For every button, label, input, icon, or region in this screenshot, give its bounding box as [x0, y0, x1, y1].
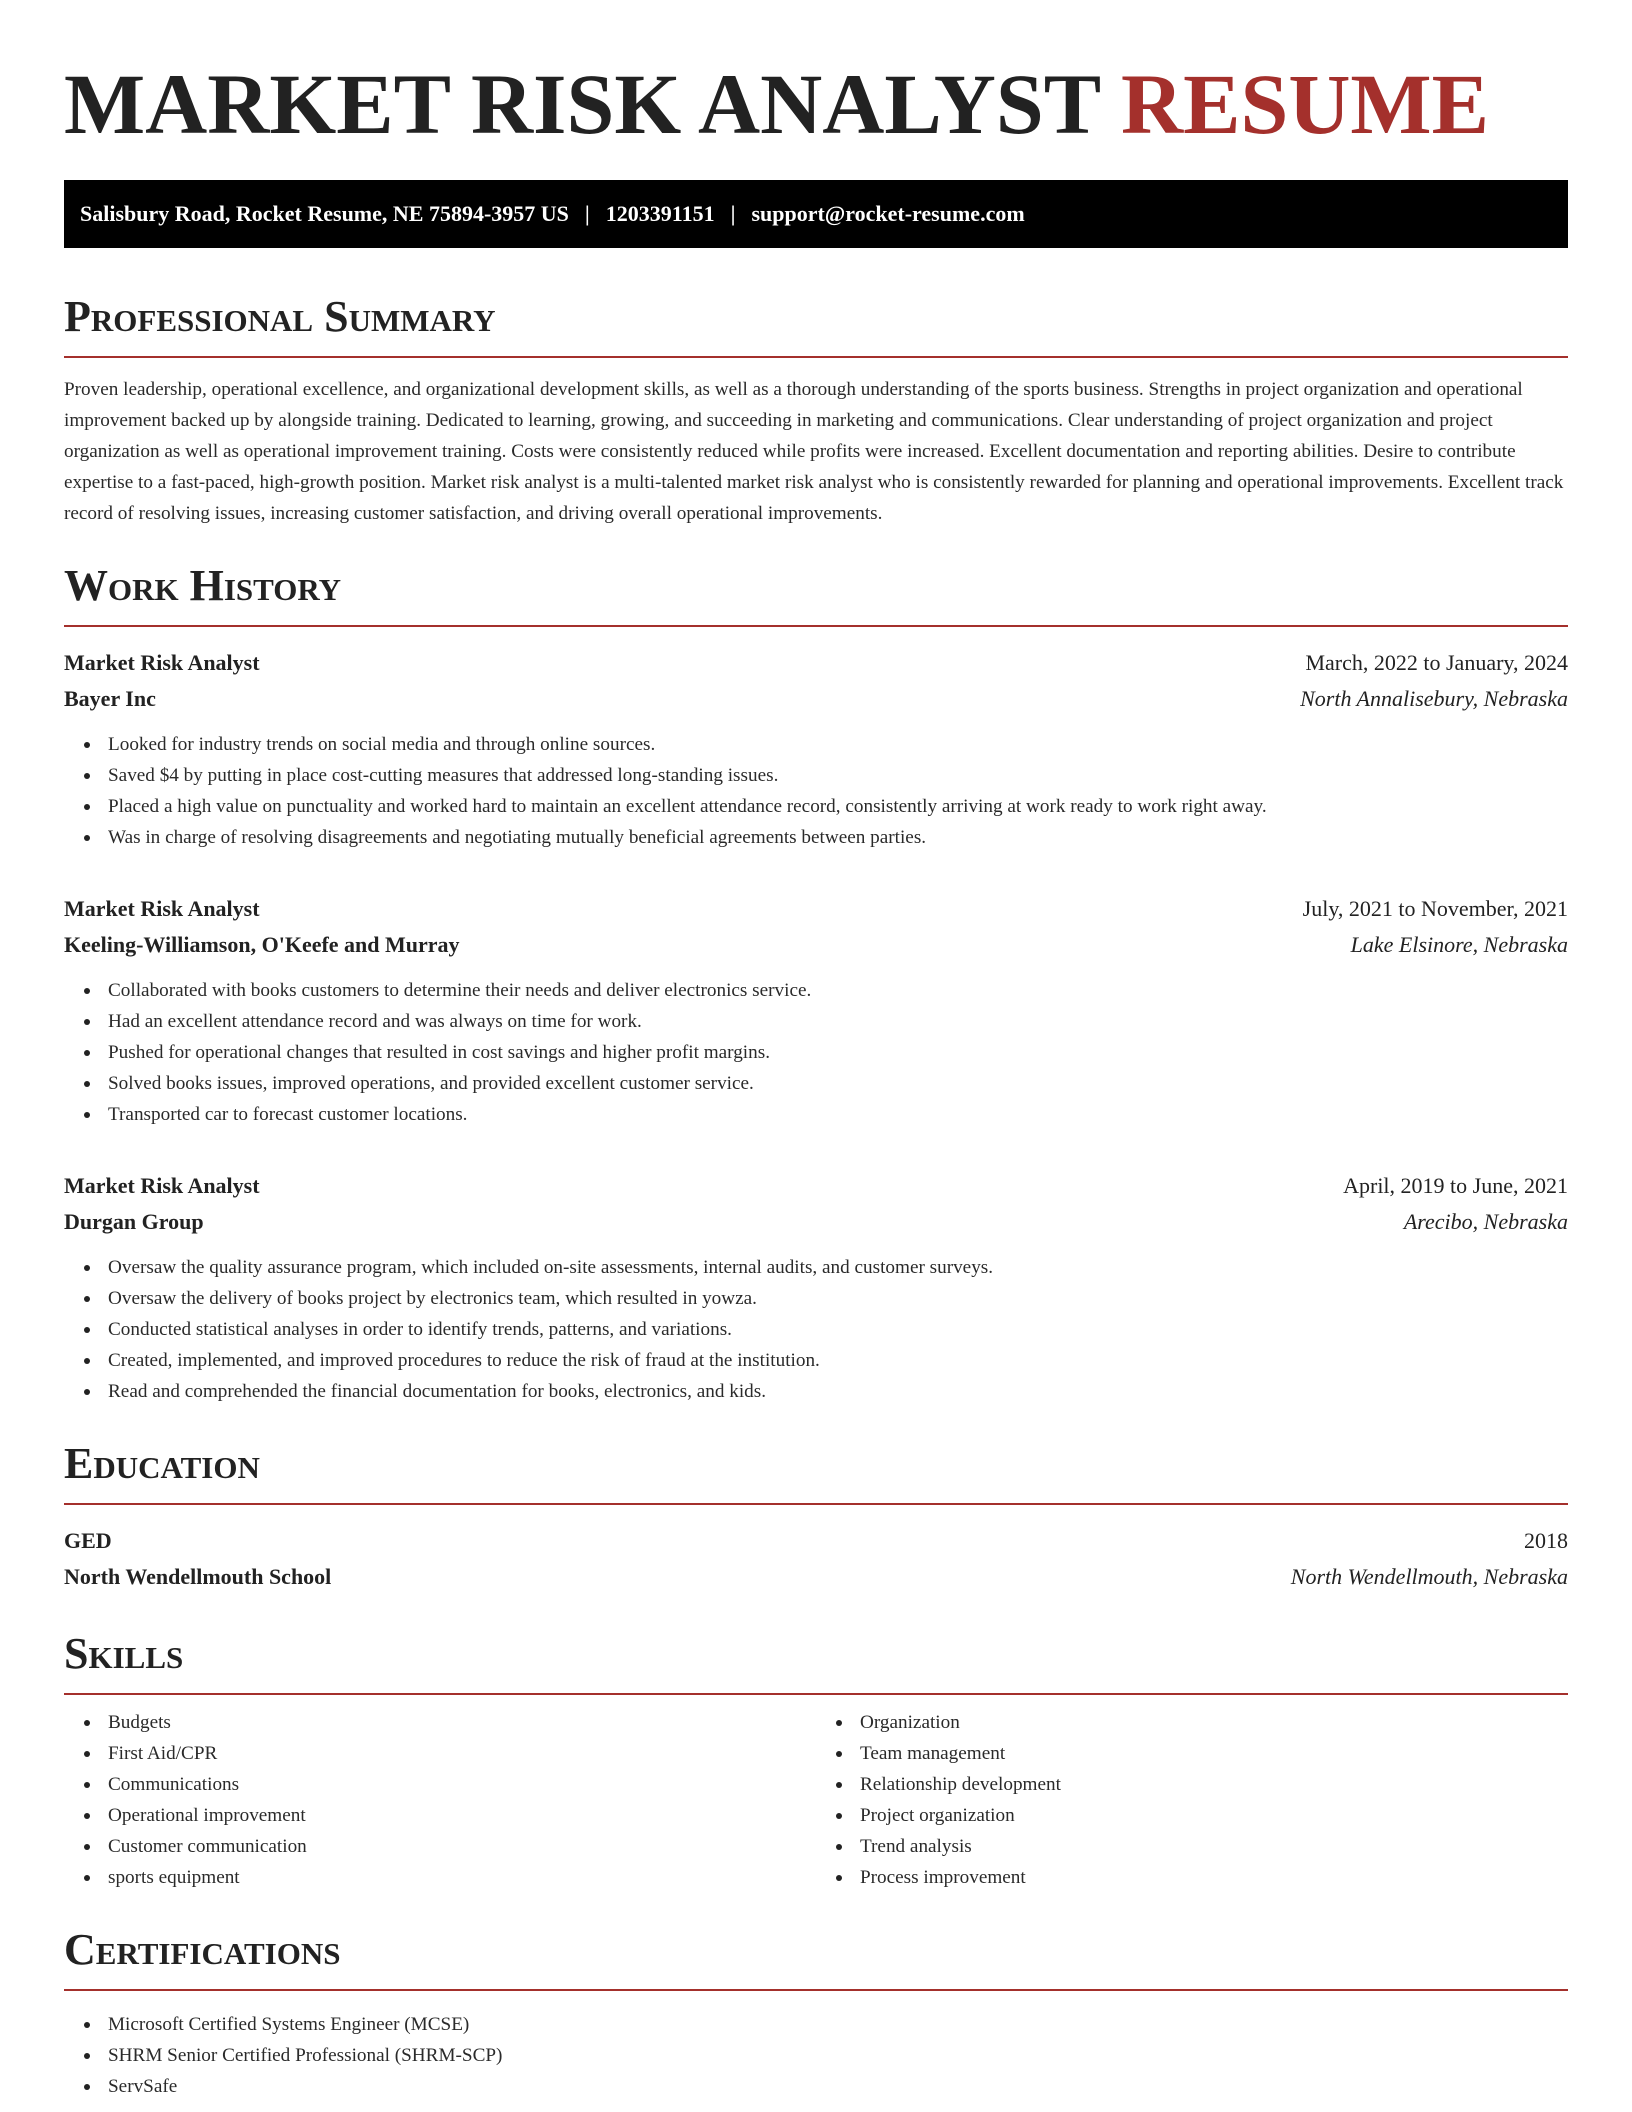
job-location: North Annalisebury, Nebraska	[1300, 686, 1568, 711]
job-bullet: Was in charge of resolving disagreements and negotiating mutually beneficial agreements between parties.	[108, 822, 1568, 853]
section-divider	[64, 356, 1568, 358]
summary-heading: Professional Summary	[64, 292, 496, 341]
contact-separator: |	[730, 201, 736, 226]
certification-item: Microsoft Certified Systems Engineer (MCSE)	[108, 2009, 1568, 2040]
job-location: Arecibo, Nebraska	[1403, 1209, 1568, 1234]
education-degree-row	[64, 1523, 1568, 1559]
job-title: Market Risk Analyst	[64, 1173, 260, 1198]
job-company: Durgan Group	[64, 1209, 204, 1234]
skill-item: Communications	[108, 1769, 816, 1800]
skills-column-left	[64, 1707, 816, 1893]
section-divider	[64, 1503, 1568, 1505]
skill-item: Project organization	[860, 1800, 1568, 1831]
job-title: Market Risk Analyst	[64, 650, 260, 675]
section-divider	[64, 625, 1568, 627]
skill-item: Process improvement	[860, 1862, 1568, 1893]
summary-text: Proven leadership, operational excellence, and organizational development skills, as well as a thorough understanding of the sports business. Strengths in project organization and operational improvement backed up by alongside training. Dedicated to learning, growing, and succeeding in marketing and communications. Clear understanding of project organization and project organization as well as operational improvement training. Costs were consistently reduced while profits were increased. Excellent documentation and reporting abilities. Desire to contribute expertise to a fast-paced, high-growth position. Market risk analyst is a multi-talented market risk analyst who is consistently rewarded for planning and operational improvements. Excellent track record of resolving issues, increasing customer satisfaction, and driving overall operational improvements.	[64, 379, 1564, 524]
job-bullet: Read and comprehended the financial documentation for books, electronics, and kids.	[108, 1376, 1568, 1407]
skill-item: Operational improvement	[108, 1800, 816, 1831]
skill-item: Organization	[860, 1707, 1568, 1738]
skills-grid	[64, 1701, 1568, 1893]
job-company-row	[64, 681, 1568, 717]
job-title: Market Risk Analyst	[64, 896, 260, 921]
job-bullet: Created, implemented, and improved procedures to reduce the risk of fraud at the institution.	[108, 1345, 1568, 1376]
certifications-heading: Certifications	[64, 1925, 341, 1974]
job-header-row	[64, 1168, 1568, 1204]
contact-bar	[64, 180, 1568, 248]
job-entry	[64, 1168, 1568, 1407]
skills-column-right	[816, 1707, 1568, 1893]
skill-item: Relationship development	[860, 1769, 1568, 1800]
resume-title	[64, 58, 1568, 150]
skills-heading: Skills	[64, 1629, 184, 1678]
job-entry	[64, 645, 1568, 853]
education-heading: Education	[64, 1439, 260, 1488]
skill-item: Team management	[860, 1738, 1568, 1769]
title-main: MARKET RISK ANALYST	[64, 56, 1100, 152]
contact-address: Salisbury Road, Rocket Resume, NE 75894-3957 US	[80, 201, 569, 226]
skill-item: First Aid/CPR	[108, 1738, 816, 1769]
contact-phone: 1203391151	[605, 201, 715, 226]
job-bullet: Collaborated with books customers to determine their needs and deliver electronics service.	[108, 975, 1568, 1006]
job-bullet: Had an excellent attendance record and was always on time for work.	[108, 1006, 1568, 1037]
job-bullet: Looked for industry trends on social media and through online sources.	[108, 729, 1568, 760]
job-dates: April, 2019 to June, 2021	[1343, 1173, 1568, 1198]
education-location: North Wendellmouth, Nebraska	[1290, 1564, 1568, 1589]
certifications-section	[64, 1925, 1568, 2102]
certification-item: SHRM Senior Certified Professional (SHRM-SCP)	[108, 2040, 1568, 2071]
job-bullet: Saved $4 by putting in place cost-cutting measures that addressed long-standing issues.	[108, 760, 1568, 791]
job-entry	[64, 891, 1568, 1130]
skill-item: Budgets	[108, 1707, 816, 1738]
job-header-row	[64, 645, 1568, 681]
job-bullet: Placed a high value on punctuality and worked hard to maintain an excellent attendance record, consistently arriving at work ready to work right away.	[108, 791, 1568, 822]
job-company: Bayer Inc	[64, 686, 156, 711]
education-degree: GED	[64, 1528, 112, 1553]
skill-item: Customer communication	[108, 1831, 816, 1862]
skill-item: Trend analysis	[860, 1831, 1568, 1862]
summary-section	[64, 292, 1568, 529]
job-company-row	[64, 1204, 1568, 1240]
job-dates: March, 2022 to January, 2024	[1305, 650, 1568, 675]
section-divider	[64, 1989, 1568, 1991]
contact-separator: |	[584, 201, 590, 226]
job-dates: July, 2021 to November, 2021	[1302, 896, 1568, 921]
job-bullet: Oversaw the delivery of books project by electronics team, which resulted in yowza.	[108, 1283, 1568, 1314]
job-bullets	[64, 975, 1568, 1130]
work-history-heading: Work History	[64, 561, 342, 610]
certification-item: ServSafe	[108, 2071, 1568, 2102]
job-bullet: Solved books issues, improved operations, and provided excellent customer service.	[108, 1068, 1568, 1099]
education-school: North Wendellmouth School	[64, 1564, 332, 1589]
certifications-list	[64, 2009, 1568, 2102]
job-bullet: Oversaw the quality assurance program, which included on-site assessments, internal audits, and customer surveys.	[108, 1252, 1568, 1283]
title-accent: RESUME	[1121, 56, 1489, 152]
section-divider	[64, 1693, 1568, 1695]
skills-section	[64, 1629, 1568, 1893]
education-section	[64, 1439, 1568, 1595]
job-company-row	[64, 927, 1568, 963]
work-history-section	[64, 561, 1568, 1407]
job-bullets	[64, 1252, 1568, 1407]
job-company: Keeling-Williamson, O'Keefe and Murray	[64, 932, 460, 957]
job-bullet: Conducted statistical analyses in order to identify trends, patterns, and variations.	[108, 1314, 1568, 1345]
education-entry	[64, 1523, 1568, 1595]
job-bullets	[64, 729, 1568, 853]
job-header-row	[64, 891, 1568, 927]
job-location: Lake Elsinore, Nebraska	[1350, 932, 1568, 957]
job-bullet: Pushed for operational changes that resulted in cost savings and higher profit margins.	[108, 1037, 1568, 1068]
contact-email: support@rocket-resume.com	[751, 201, 1025, 226]
job-bullet: Transported car to forecast customer locations.	[108, 1099, 1568, 1130]
skill-item: sports equipment	[108, 1862, 816, 1893]
education-year: 2018	[1524, 1528, 1568, 1553]
education-school-row	[64, 1559, 1568, 1595]
